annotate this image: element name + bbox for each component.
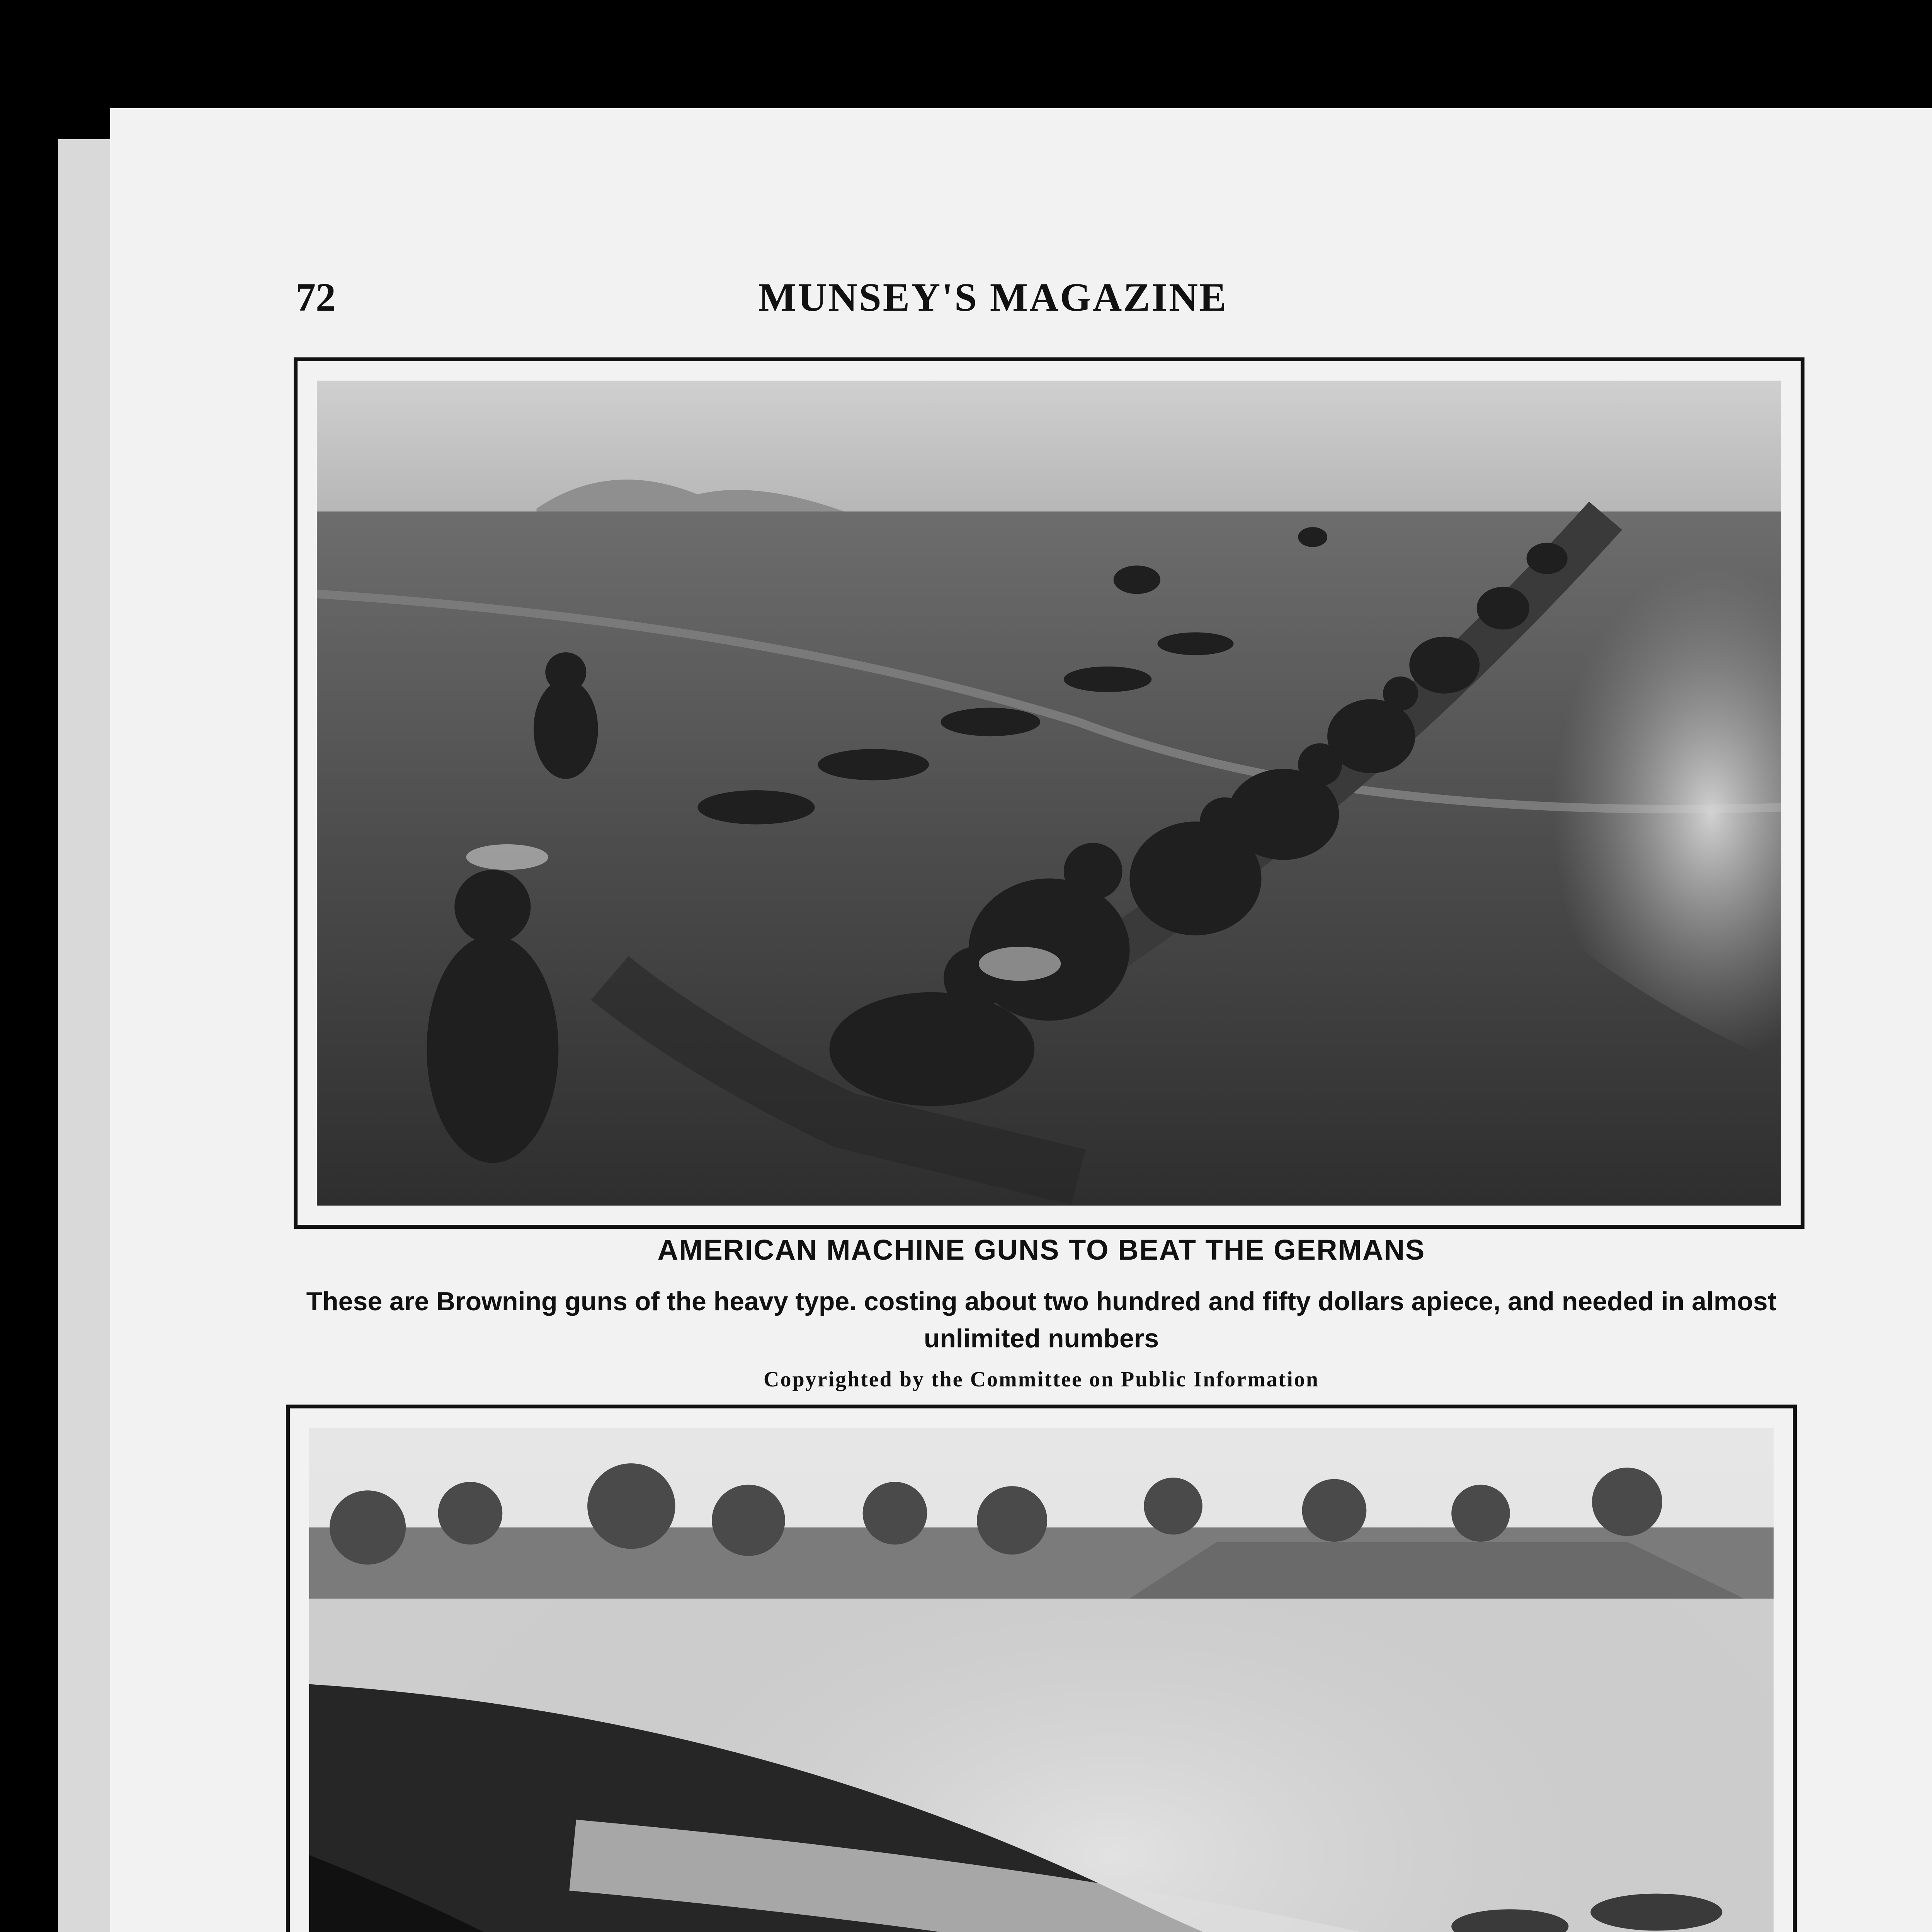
machine-gun-photo-frame [294, 357, 1804, 1229]
machine-gun-caption-text: These are Browning guns of the heavy type. costing about two hundred and fifty dollars apiece, and needed in almost unlimited numbers [306, 1287, 1777, 1353]
artillery-photo-image [309, 1428, 1774, 1932]
machine-gun-credit: Copyrighted by the Committee on Public Information [764, 1367, 1319, 1391]
running-head [185, 270, 1801, 332]
magazine-title: MUNSEY'S MAGAZINE [758, 275, 1228, 320]
machine-gun-photo [317, 381, 1781, 1206]
artillery-photo [309, 1428, 1774, 1932]
machine-gun-photo-image [317, 381, 1781, 1206]
artillery-photo-frame [286, 1405, 1797, 1932]
page-number: 72 [296, 275, 336, 320]
machine-gun-caption-title: AMERICAN MACHINE GUNS TO BEAT THE GERMANS [657, 1234, 1425, 1266]
machine-gun-caption [286, 1229, 1797, 1392]
